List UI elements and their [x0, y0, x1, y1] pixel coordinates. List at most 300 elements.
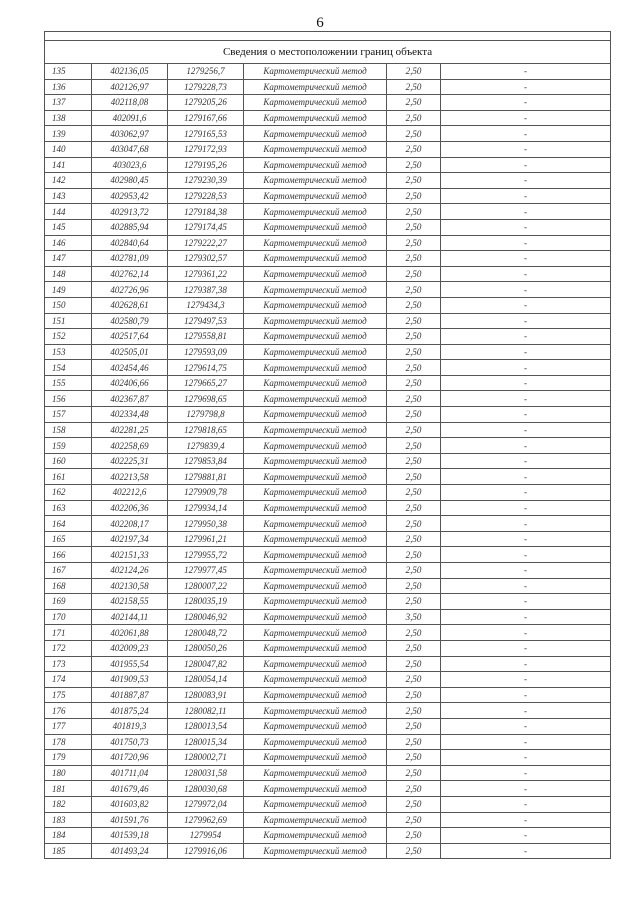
y-coordinate-cell: 1280031,58 — [168, 765, 244, 781]
description-cell: - — [441, 438, 611, 454]
x-coordinate-cell: 401750,73 — [92, 734, 168, 750]
description-cell: - — [441, 594, 611, 610]
point-number-cell: 180 — [45, 765, 92, 781]
point-number-cell: 182 — [45, 796, 92, 812]
description-cell: - — [441, 79, 611, 95]
description-cell: - — [441, 282, 611, 298]
y-coordinate-cell: 1279977,45 — [168, 563, 244, 579]
x-coordinate-cell: 402197,34 — [92, 531, 168, 547]
y-coordinate-cell: 1279853,84 — [168, 453, 244, 469]
x-coordinate-cell: 402281,25 — [92, 422, 168, 438]
method-cell: Картометрический метод — [244, 297, 387, 313]
x-coordinate-cell: 402367,87 — [92, 391, 168, 407]
table-row — [45, 235, 611, 251]
point-number-cell: 155 — [45, 375, 92, 391]
x-coordinate-cell: 401887,87 — [92, 687, 168, 703]
accuracy-cell: 2,50 — [387, 703, 441, 719]
y-coordinate-cell: 1279954 — [168, 828, 244, 844]
accuracy-cell: 2,50 — [387, 453, 441, 469]
x-coordinate-cell: 401955,54 — [92, 656, 168, 672]
description-cell: - — [441, 266, 611, 282]
method-cell: Картометрический метод — [244, 516, 387, 532]
x-coordinate-cell: 402840,64 — [92, 235, 168, 251]
point-number-cell: 138 — [45, 110, 92, 126]
description-cell: - — [441, 500, 611, 516]
table-row — [45, 828, 611, 844]
method-cell: Картометрический метод — [244, 765, 387, 781]
description-cell: - — [441, 251, 611, 267]
accuracy-cell: 2,50 — [387, 828, 441, 844]
description-cell: - — [441, 235, 611, 251]
y-coordinate-cell: 1280015,34 — [168, 734, 244, 750]
x-coordinate-cell: 402628,61 — [92, 297, 168, 313]
y-coordinate-cell: 1279972,04 — [168, 796, 244, 812]
method-cell: Картометрический метод — [244, 407, 387, 423]
accuracy-cell: 2,50 — [387, 765, 441, 781]
description-cell: - — [441, 672, 611, 688]
y-coordinate-cell: 1279167,66 — [168, 110, 244, 126]
method-cell: Картометрический метод — [244, 531, 387, 547]
description-cell: - — [441, 110, 611, 126]
description-cell: - — [441, 765, 611, 781]
point-number-cell: 172 — [45, 640, 92, 656]
method-cell: Картометрический метод — [244, 703, 387, 719]
accuracy-cell: 2,50 — [387, 64, 441, 80]
method-cell: Картометрический метод — [244, 640, 387, 656]
table-row — [45, 313, 611, 329]
y-coordinate-cell: 1279184,38 — [168, 204, 244, 220]
accuracy-cell: 2,50 — [387, 95, 441, 111]
point-number-cell: 143 — [45, 188, 92, 204]
x-coordinate-cell: 402762,14 — [92, 266, 168, 282]
y-coordinate-cell: 1279387,38 — [168, 282, 244, 298]
y-coordinate-cell: 1279222,27 — [168, 235, 244, 251]
x-coordinate-cell: 402151,33 — [92, 547, 168, 563]
y-coordinate-cell: 1279497,53 — [168, 313, 244, 329]
y-coordinate-cell: 1280048,72 — [168, 625, 244, 641]
y-coordinate-cell: 1280046,92 — [168, 609, 244, 625]
accuracy-cell: 3,50 — [387, 609, 441, 625]
table-row — [45, 687, 611, 703]
point-number-cell: 165 — [45, 531, 92, 547]
description-cell: - — [441, 297, 611, 313]
accuracy-cell: 2,50 — [387, 563, 441, 579]
table-row — [45, 609, 611, 625]
accuracy-cell: 2,50 — [387, 407, 441, 423]
table-row — [45, 563, 611, 579]
table-row — [45, 469, 611, 485]
point-number-cell: 166 — [45, 547, 92, 563]
description-cell: - — [441, 329, 611, 345]
table-row — [45, 656, 611, 672]
x-coordinate-cell: 401591,76 — [92, 812, 168, 828]
method-cell: Картометрический метод — [244, 219, 387, 235]
x-coordinate-cell: 402144,11 — [92, 609, 168, 625]
method-cell: Картометрический метод — [244, 750, 387, 766]
table-row — [45, 734, 611, 750]
table-header-row — [45, 41, 611, 64]
point-number-cell: 146 — [45, 235, 92, 251]
point-number-cell: 164 — [45, 516, 92, 532]
method-cell: Картометрический метод — [244, 173, 387, 189]
description-cell: - — [441, 640, 611, 656]
x-coordinate-cell: 402980,45 — [92, 173, 168, 189]
method-cell: Картометрический метод — [244, 796, 387, 812]
point-number-cell: 173 — [45, 656, 92, 672]
table-row — [45, 64, 611, 80]
point-number-cell: 157 — [45, 407, 92, 423]
accuracy-cell: 2,50 — [387, 173, 441, 189]
table-row — [45, 407, 611, 423]
y-coordinate-cell: 1279165,53 — [168, 126, 244, 142]
method-cell: Картометрический метод — [244, 235, 387, 251]
table-row — [45, 297, 611, 313]
point-number-cell: 175 — [45, 687, 92, 703]
method-cell: Картометрический метод — [244, 251, 387, 267]
accuracy-cell: 2,50 — [387, 625, 441, 641]
point-number-cell: 145 — [45, 219, 92, 235]
x-coordinate-cell: 402517,64 — [92, 329, 168, 345]
y-coordinate-cell: 1280013,54 — [168, 718, 244, 734]
accuracy-cell: 2,50 — [387, 282, 441, 298]
description-cell: - — [441, 828, 611, 844]
x-coordinate-cell: 402126,97 — [92, 79, 168, 95]
x-coordinate-cell: 402726,96 — [92, 282, 168, 298]
x-coordinate-cell: 401539,18 — [92, 828, 168, 844]
table-row — [45, 157, 611, 173]
accuracy-cell: 2,50 — [387, 360, 441, 376]
point-number-cell: 153 — [45, 344, 92, 360]
table-row — [45, 796, 611, 812]
point-number-cell: 177 — [45, 718, 92, 734]
accuracy-cell: 2,50 — [387, 313, 441, 329]
method-cell: Картометрический метод — [244, 453, 387, 469]
method-cell: Картометрический метод — [244, 594, 387, 610]
point-number-cell: 139 — [45, 126, 92, 142]
description-cell: - — [441, 703, 611, 719]
method-cell: Картометрический метод — [244, 157, 387, 173]
x-coordinate-cell: 401875,24 — [92, 703, 168, 719]
point-number-cell: 167 — [45, 563, 92, 579]
point-number-cell: 152 — [45, 329, 92, 345]
method-cell: Картометрический метод — [244, 79, 387, 95]
table-row — [45, 750, 611, 766]
description-cell: - — [441, 360, 611, 376]
accuracy-cell: 2,50 — [387, 344, 441, 360]
y-coordinate-cell: 1279205,26 — [168, 95, 244, 111]
boundary-coordinates-table — [44, 31, 611, 859]
x-coordinate-cell: 402212,6 — [92, 485, 168, 501]
x-coordinate-cell: 402885,94 — [92, 219, 168, 235]
y-coordinate-cell: 1279558,81 — [168, 329, 244, 345]
description-cell: - — [441, 531, 611, 547]
description-cell: - — [441, 609, 611, 625]
accuracy-cell: 2,50 — [387, 375, 441, 391]
description-cell: - — [441, 344, 611, 360]
table-row — [45, 438, 611, 454]
table-row — [45, 765, 611, 781]
method-cell: Картометрический метод — [244, 422, 387, 438]
x-coordinate-cell: 402953,42 — [92, 188, 168, 204]
point-number-cell: 185 — [45, 843, 92, 859]
description-cell: - — [441, 516, 611, 532]
y-coordinate-cell: 1279302,57 — [168, 251, 244, 267]
y-coordinate-cell: 1279909,78 — [168, 485, 244, 501]
y-coordinate-cell: 1279228,53 — [168, 188, 244, 204]
accuracy-cell: 2,50 — [387, 391, 441, 407]
accuracy-cell: 2,50 — [387, 266, 441, 282]
x-coordinate-cell: 401679,46 — [92, 781, 168, 797]
method-cell: Картометрический метод — [244, 547, 387, 563]
accuracy-cell: 2,50 — [387, 734, 441, 750]
method-cell: Картометрический метод — [244, 188, 387, 204]
y-coordinate-cell: 1279818,65 — [168, 422, 244, 438]
method-cell: Картометрический метод — [244, 110, 387, 126]
accuracy-cell: 2,50 — [387, 438, 441, 454]
table-row — [45, 422, 611, 438]
accuracy-cell: 2,50 — [387, 79, 441, 95]
method-cell: Картометрический метод — [244, 812, 387, 828]
table-row — [45, 625, 611, 641]
table-row — [45, 126, 611, 142]
method-cell: Картометрический метод — [244, 344, 387, 360]
accuracy-cell: 2,50 — [387, 485, 441, 501]
y-coordinate-cell: 1279228,73 — [168, 79, 244, 95]
y-coordinate-cell: 1280007,22 — [168, 578, 244, 594]
description-cell: - — [441, 718, 611, 734]
accuracy-cell: 2,50 — [387, 251, 441, 267]
y-coordinate-cell: 1279698,65 — [168, 391, 244, 407]
x-coordinate-cell: 402158,55 — [92, 594, 168, 610]
point-number-cell: 162 — [45, 485, 92, 501]
table-row — [45, 516, 611, 532]
x-coordinate-cell: 402061,88 — [92, 625, 168, 641]
point-number-cell: 158 — [45, 422, 92, 438]
method-cell: Картометрический метод — [244, 718, 387, 734]
accuracy-cell: 2,50 — [387, 157, 441, 173]
table-row — [45, 266, 611, 282]
table-top-spacer — [45, 32, 611, 41]
description-cell: - — [441, 173, 611, 189]
table-row — [45, 812, 611, 828]
description-cell: - — [441, 781, 611, 797]
table-row — [45, 453, 611, 469]
x-coordinate-cell: 402130,58 — [92, 578, 168, 594]
description-cell: - — [441, 95, 611, 111]
x-coordinate-cell: 403023,6 — [92, 157, 168, 173]
description-cell: - — [441, 407, 611, 423]
point-number-cell: 141 — [45, 157, 92, 173]
y-coordinate-cell: 1279916,06 — [168, 843, 244, 859]
accuracy-cell: 2,50 — [387, 531, 441, 547]
x-coordinate-cell: 402225,31 — [92, 453, 168, 469]
point-number-cell: 183 — [45, 812, 92, 828]
y-coordinate-cell: 1279955,72 — [168, 547, 244, 563]
accuracy-cell: 2,50 — [387, 516, 441, 532]
description-cell: - — [441, 469, 611, 485]
method-cell: Картометрический метод — [244, 126, 387, 142]
table-row — [45, 173, 611, 189]
description-cell: - — [441, 313, 611, 329]
accuracy-cell: 2,50 — [387, 718, 441, 734]
description-cell: - — [441, 64, 611, 80]
description-cell: - — [441, 188, 611, 204]
page-number: 6 — [316, 15, 324, 31]
y-coordinate-cell: 1280083,91 — [168, 687, 244, 703]
method-cell: Картометрический метод — [244, 141, 387, 157]
method-cell: Картометрический метод — [244, 266, 387, 282]
table-row — [45, 672, 611, 688]
point-number-cell: 176 — [45, 703, 92, 719]
point-number-cell: 142 — [45, 173, 92, 189]
table-row — [45, 141, 611, 157]
table-row — [45, 219, 611, 235]
y-coordinate-cell: 1279798,8 — [168, 407, 244, 423]
table-row — [45, 282, 611, 298]
method-cell: Картометрический метод — [244, 64, 387, 80]
description-cell: - — [441, 547, 611, 563]
accuracy-cell: 2,50 — [387, 640, 441, 656]
x-coordinate-cell: 401603,82 — [92, 796, 168, 812]
accuracy-cell: 2,50 — [387, 750, 441, 766]
point-number-cell: 144 — [45, 204, 92, 220]
accuracy-cell: 2,50 — [387, 329, 441, 345]
point-number-cell: 147 — [45, 251, 92, 267]
method-cell: Картометрический метод — [244, 375, 387, 391]
description-cell: - — [441, 578, 611, 594]
y-coordinate-cell: 1280047,82 — [168, 656, 244, 672]
accuracy-cell: 2,50 — [387, 796, 441, 812]
accuracy-cell: 2,50 — [387, 469, 441, 485]
description-cell: - — [441, 796, 611, 812]
table-row — [45, 251, 611, 267]
y-coordinate-cell: 1279256,7 — [168, 64, 244, 80]
method-cell: Картометрический метод — [244, 360, 387, 376]
y-coordinate-cell: 1279950,38 — [168, 516, 244, 532]
point-number-cell: 151 — [45, 313, 92, 329]
x-coordinate-cell: 402009,23 — [92, 640, 168, 656]
y-coordinate-cell: 1279174,45 — [168, 219, 244, 235]
method-cell: Картометрический метод — [244, 485, 387, 501]
table-row — [45, 375, 611, 391]
accuracy-cell: 2,50 — [387, 812, 441, 828]
accuracy-cell: 2,50 — [387, 188, 441, 204]
description-cell: - — [441, 141, 611, 157]
accuracy-cell: 2,50 — [387, 578, 441, 594]
y-coordinate-cell: 1280030,68 — [168, 781, 244, 797]
method-cell: Картометрический метод — [244, 672, 387, 688]
description-cell: - — [441, 563, 611, 579]
x-coordinate-cell: 402406,66 — [92, 375, 168, 391]
table-title: Сведения о местоположении границ объекта — [45, 41, 611, 64]
table-row — [45, 594, 611, 610]
point-number-cell: 169 — [45, 594, 92, 610]
accuracy-cell: 2,50 — [387, 235, 441, 251]
point-number-cell: 148 — [45, 266, 92, 282]
method-cell: Картометрический метод — [244, 204, 387, 220]
description-cell: - — [441, 219, 611, 235]
point-number-cell: 161 — [45, 469, 92, 485]
x-coordinate-cell: 402781,09 — [92, 251, 168, 267]
x-coordinate-cell: 402258,69 — [92, 438, 168, 454]
x-coordinate-cell: 402118,08 — [92, 95, 168, 111]
point-number-cell: 179 — [45, 750, 92, 766]
x-coordinate-cell: 402913,72 — [92, 204, 168, 220]
accuracy-cell: 2,50 — [387, 843, 441, 859]
accuracy-cell: 2,50 — [387, 110, 441, 126]
x-coordinate-cell: 402124,26 — [92, 563, 168, 579]
method-cell: Картометрический метод — [244, 781, 387, 797]
point-number-cell: 159 — [45, 438, 92, 454]
x-coordinate-cell: 401720,96 — [92, 750, 168, 766]
accuracy-cell: 2,50 — [387, 594, 441, 610]
x-coordinate-cell: 402206,36 — [92, 500, 168, 516]
x-coordinate-cell: 402580,79 — [92, 313, 168, 329]
x-coordinate-cell: 401711,04 — [92, 765, 168, 781]
accuracy-cell: 2,50 — [387, 672, 441, 688]
method-cell: Картометрический метод — [244, 625, 387, 641]
y-coordinate-cell: 1279230,39 — [168, 173, 244, 189]
method-cell: Картометрический метод — [244, 469, 387, 485]
y-coordinate-cell: 1280002,71 — [168, 750, 244, 766]
y-coordinate-cell: 1280050,26 — [168, 640, 244, 656]
point-number-cell: 135 — [45, 64, 92, 80]
method-cell: Картометрический метод — [244, 95, 387, 111]
point-number-cell: 174 — [45, 672, 92, 688]
x-coordinate-cell: 402505,01 — [92, 344, 168, 360]
accuracy-cell: 2,50 — [387, 204, 441, 220]
y-coordinate-cell: 1280082,11 — [168, 703, 244, 719]
y-coordinate-cell: 1280054,14 — [168, 672, 244, 688]
table-row — [45, 188, 611, 204]
point-number-cell: 136 — [45, 79, 92, 95]
y-coordinate-cell: 1279361,22 — [168, 266, 244, 282]
table-row — [45, 110, 611, 126]
x-coordinate-cell: 401819,3 — [92, 718, 168, 734]
method-cell: Картометрический метод — [244, 687, 387, 703]
method-cell: Картометрический метод — [244, 313, 387, 329]
y-coordinate-cell: 1279172,93 — [168, 141, 244, 157]
accuracy-cell: 2,50 — [387, 422, 441, 438]
x-coordinate-cell: 403047,68 — [92, 141, 168, 157]
table-row — [45, 95, 611, 111]
method-cell: Картометрический метод — [244, 828, 387, 844]
method-cell: Картометрический метод — [244, 609, 387, 625]
table-row — [45, 79, 611, 95]
point-number-cell: 181 — [45, 781, 92, 797]
method-cell: Картометрический метод — [244, 656, 387, 672]
description-cell: - — [441, 625, 611, 641]
method-cell: Картометрический метод — [244, 500, 387, 516]
accuracy-cell: 2,50 — [387, 656, 441, 672]
point-number-cell: 168 — [45, 578, 92, 594]
table-row — [45, 500, 611, 516]
x-coordinate-cell: 402213,58 — [92, 469, 168, 485]
point-number-cell: 163 — [45, 500, 92, 516]
description-cell: - — [441, 157, 611, 173]
point-number-cell: 137 — [45, 95, 92, 111]
method-cell: Картометрический метод — [244, 329, 387, 345]
x-coordinate-cell: 401909,53 — [92, 672, 168, 688]
point-number-cell: 154 — [45, 360, 92, 376]
x-coordinate-cell: 402136,05 — [92, 64, 168, 80]
description-cell: - — [441, 687, 611, 703]
x-coordinate-cell: 402208,17 — [92, 516, 168, 532]
accuracy-cell: 2,50 — [387, 547, 441, 563]
accuracy-cell: 2,50 — [387, 297, 441, 313]
method-cell: Картометрический метод — [244, 438, 387, 454]
y-coordinate-cell: 1279961,21 — [168, 531, 244, 547]
